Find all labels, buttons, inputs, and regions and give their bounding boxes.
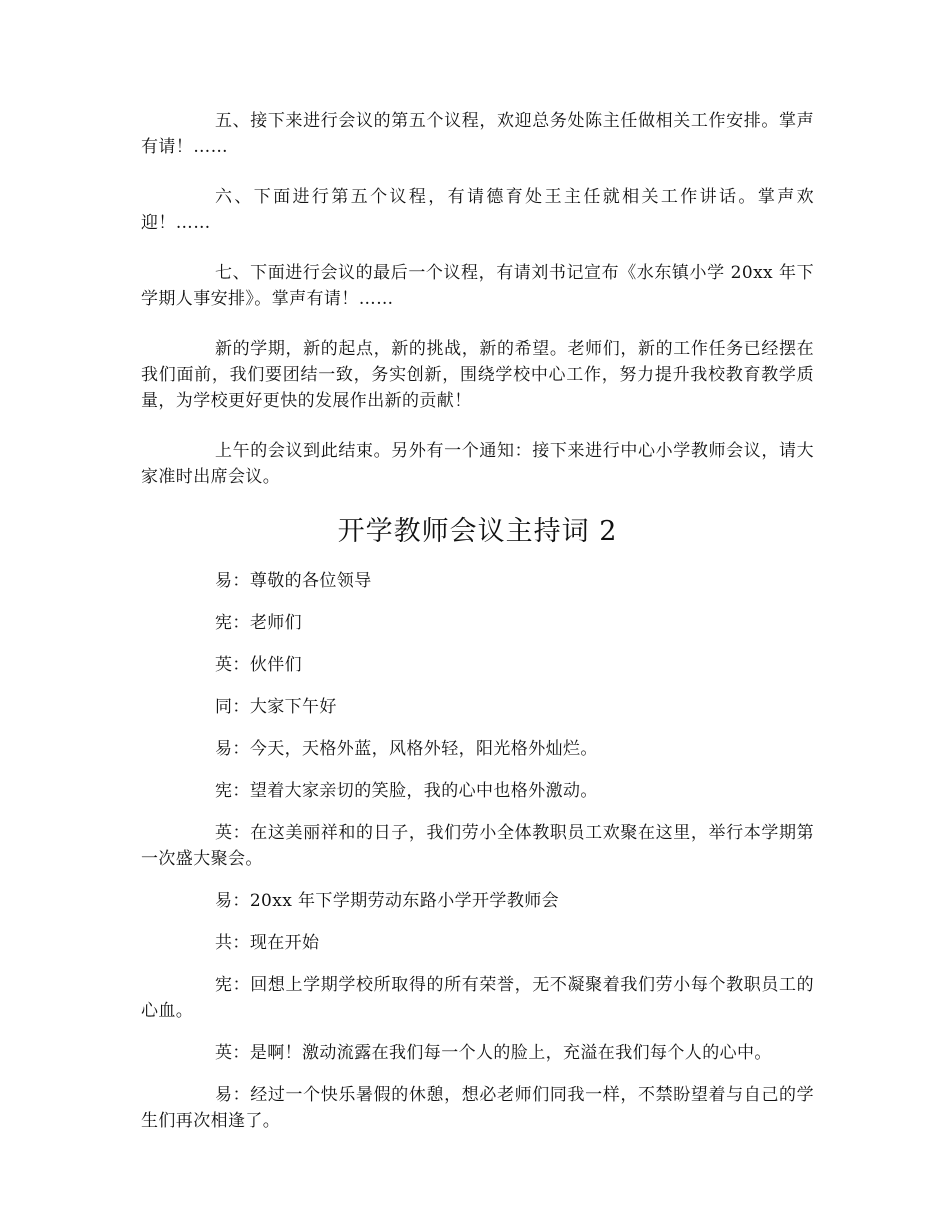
dialogue-line xyxy=(141,888,814,914)
dialogue-line xyxy=(141,652,814,678)
agenda-item-five: 五、接下来进行会议的第五个议程，欢迎总务处陈主任做相关工作安排。掌声有请！…… xyxy=(141,111,814,157)
dialogue-text: 望着大家亲切的笑脸，我的心中也格外激动。 xyxy=(249,781,598,801)
speaker-label: 易： xyxy=(215,891,250,911)
speaker-label: 英： xyxy=(215,823,251,843)
dialogue-line xyxy=(141,736,814,762)
dialogue-line xyxy=(141,930,814,956)
dialogue-text: 20xx 年下学期劳动东路小学开学教师会 xyxy=(249,891,560,911)
speaker-label: 英： xyxy=(215,1043,250,1063)
dialogue-text: 回想上学期学校所取得的所有荣誉，无不凝聚着我们劳小每个教职员工的心血。 xyxy=(141,975,814,1021)
dialogue-line xyxy=(141,972,814,1024)
closing-paragraph: 新的学期，新的起点，新的挑战，新的希望。老师们，新的工作任务已经摆在我们面前，我们要团结一致，务实创新，围绕学校中心工作，努力提升我校教育教学质量，为学校更好更快的发展作出新的贡献！ xyxy=(141,339,814,411)
dialogue-text: 在这美丽祥和的日子，我们劳小全体教职员工欢聚在这里，举行本学期第一次盛大聚会。 xyxy=(141,823,814,869)
dialogue-line xyxy=(141,778,814,804)
speaker-label: 易： xyxy=(215,571,250,591)
dialogue-text: 伙伴们 xyxy=(249,655,303,675)
dialogue-line xyxy=(141,1082,814,1134)
speaker-label: 英： xyxy=(215,655,250,675)
dialogue-text: 经过一个快乐暑假的休憩，想必老师们同我一样，不禁盼望着与自己的学生们再次相逢了。 xyxy=(141,1085,814,1131)
speaker-label: 共： xyxy=(215,933,250,953)
dialogue-line xyxy=(141,568,814,594)
speaker-label: 同： xyxy=(215,697,250,717)
speaker-label: 宪： xyxy=(215,613,250,633)
dialogue-text: 是啊！激动流露在我们每一个人的脸上，充溢在我们每个人的心中。 xyxy=(249,1043,772,1063)
speaker-label: 宪： xyxy=(215,781,250,801)
agenda-item-seven: 七、下面进行会议的最后一个议程，有请刘书记宣布《水东镇小学 20xx 年下学期人事安排》。掌声有请！…… xyxy=(141,263,814,309)
dialogue-line xyxy=(141,610,814,636)
dialogue-list xyxy=(141,568,814,1134)
dialogue-text: 老师们 xyxy=(249,613,303,633)
speaker-label: 易： xyxy=(215,1085,251,1105)
section-title: 开学教师会议主持词 2 xyxy=(337,516,618,547)
speaker-label: 易： xyxy=(215,739,250,759)
dialogue-text: 尊敬的各位领导 xyxy=(249,571,372,591)
dialogue-line xyxy=(141,1040,814,1066)
dialogue-line xyxy=(141,694,814,720)
dialogue-text: 现在开始 xyxy=(249,933,320,953)
agenda-item-six: 六、下面进行第五个议程，有请德育处王主任就相关工作讲话。掌声欢迎！…… xyxy=(141,187,814,233)
dialogue-line xyxy=(141,820,814,872)
dialogue-text: 大家下午好 xyxy=(249,697,337,717)
dialogue-text: 今天，天格外蓝，风格外轻，阳光格外灿烂。 xyxy=(249,739,598,759)
notice-paragraph: 上午的会议到此结束。另外有一个通知：接下来进行中心小学教师会议，请大家准时出席会议。 xyxy=(141,441,814,487)
speaker-label: 宪： xyxy=(215,975,251,995)
